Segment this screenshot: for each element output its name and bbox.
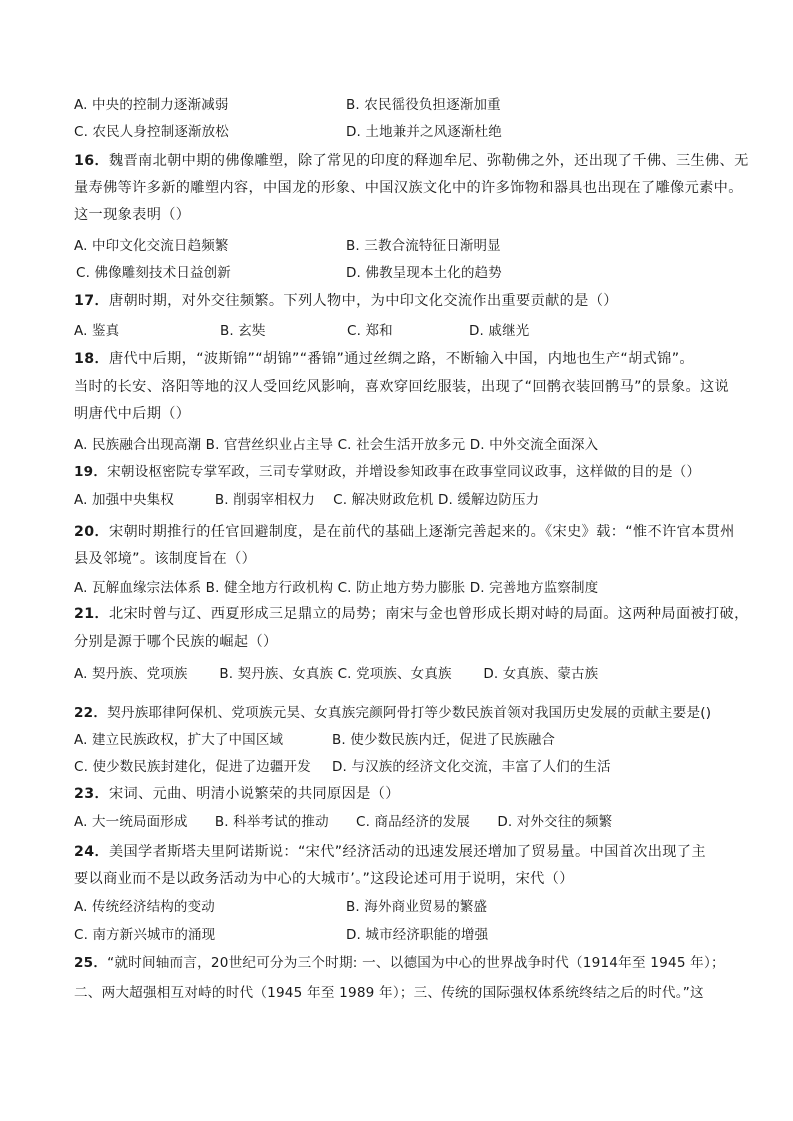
q20-stem-line1: 20．宋朝时期推行的任官回避制度，是在前代的基础上逐渐完善起来的。《宋史》载：“惟不许官本贯州 — [74, 524, 735, 540]
q24-option-b: B. 海外商业贸易的繁盛 — [346, 899, 488, 915]
q24-number: 24． — [74, 844, 109, 860]
q17-number: 17． — [74, 293, 109, 309]
q15-option-b: B. 农民徭役负担逐渐加重 — [346, 97, 501, 113]
q17-option-c: C. 郑和 — [347, 323, 393, 339]
q24-option-a: A. 传统经济结构的变动 — [74, 899, 215, 915]
q21-stem-line1: 21．北宋时曾与辽、西夏形成三足鼎立的局势；南宋与金也曾形成长期对峙的局面。这两种局面被打破， — [74, 606, 749, 622]
q18-stem-line3: 明唐代中后期（） — [74, 406, 191, 422]
q15-option-a: A. 中央的控制力逐渐减弱 — [74, 97, 229, 113]
q23-number: 23． — [74, 786, 109, 802]
q18-stem-line2: 当时的长安、洛阳等地的汉人受回纥风影响，喜欢穿回纥服装，出现了“回鹘衣装回鹘马”的景象。这说 — [74, 379, 730, 395]
q16-number: 16． — [74, 153, 109, 169]
q25-number: 25． — [74, 955, 108, 971]
q20-options: A. 瓦解血缘宗法体系 B. 健全地方行政机构 C. 防止地方势力膨胀 D. 完善地方监察制度 — [74, 580, 599, 596]
q18-number: 18． — [74, 351, 109, 367]
q24-option-d: D. 城市经济职能的增强 — [346, 927, 489, 943]
q18-stem-line1: 18．唐代中后期，“波斯锦”“胡锦”“番锦”通过丝绸之路，不断输入中国，内地也生产“胡式锦”。 — [74, 351, 694, 367]
q15-option-d: D. 土地兼并之风逐渐杜绝 — [346, 124, 502, 140]
q16-stem-line3: 这一现象表明（） — [74, 207, 191, 223]
q22-option-b: B. 使少数民族内迁，促进了民族融合 — [332, 732, 556, 748]
q16-option-d: D. 佛教呈现本土化的趋势 — [346, 265, 502, 281]
q17-option-a: A. 鉴真 — [74, 323, 120, 339]
q16-stem-line2: 量寿佛等许多新的雕塑内容，中国龙的形象、中国汉族文化中的许多饰物和器具也出现在了雕像元素中。 — [74, 180, 743, 196]
q22-option-d: D. 与汉族的经济文化交流，丰富了人们的生活 — [332, 759, 611, 775]
q23-options: A. 大一统局面形成 B. 科举考试的推动 C. 商品经济的发展 D. 对外交往的频繁 — [74, 814, 613, 830]
q17-option-b: B. 玄奘 — [220, 323, 266, 339]
q24-option-c: C. 南方新兴城市的涌现 — [74, 927, 216, 943]
q18-options: A. 民族融合出现高潮 B. 官营丝织业占主导 C. 社会生活开放多元 D. 中外交流全面深入 — [74, 437, 599, 453]
q16-stem-line1: 16．魏晋南北朝中期的佛像雕塑，除了常见的印度的释迦牟尼、弥勒佛之外，还出现了千佛、三生佛、无 — [74, 153, 749, 169]
q22-number: 22． — [74, 705, 108, 721]
q19-number: 19． — [74, 464, 108, 480]
q21-options: A. 契丹族、党项族 B. 契丹族、女真族 C. 党项族、女真族 D. 女真族、蒙古族 — [74, 666, 599, 682]
q19-stem: 19．宋朝设枢密院专掌军政，三司专掌财政，并增设参知政事在政事堂同议政事，这样做的目的是（） — [74, 464, 701, 480]
q20-number: 20． — [74, 524, 109, 540]
q21-stem-line2: 分别是源于哪个民族的崛起（） — [74, 634, 278, 650]
q22-stem: 22．契丹族耶律阿保机、党项族元昊、女真族完颜阿骨打等少数民族首领对我国历史发展的贡献主要是() — [74, 705, 712, 721]
q22-option-a: A. 建立民族政权，扩大了中国区域 — [74, 732, 284, 748]
q22-option-c: C. 使少数民族封建化，促进了边疆开发 — [74, 759, 311, 775]
q25-stem-line2: 二、两大超强相互对峙的时代（1945 年至 1989 年）；三、传统的国际强权体系统终结之后的时代。”这 — [74, 985, 704, 1001]
q21-number: 21． — [74, 606, 109, 622]
q25-stem-line1: 25．“就时间轴而言，20世纪可分为三个时期: 一、以德国为中心的世界战争时代（1914年至 1945 年）； — [74, 955, 725, 971]
q24-stem-line1: 24．美国学者斯塔夫里阿诺斯说：“宋代”经济活动的迅速发展还增加了贸易量。中国首次出现了主 — [74, 844, 706, 860]
q23-stem: 23．宋词、元曲、明清小说繁荣的共同原因是（） — [74, 786, 400, 802]
q20-stem-line2: 县及邻境”。该制度旨在（） — [74, 551, 257, 567]
q24-stem-line2: 要以商业而不是以政务活动为中心的大城市’。”这段论述可用于说明，宋代（） — [74, 871, 574, 887]
q15-option-c: C. 农民人身控制逐渐放松 — [74, 124, 229, 140]
q16-option-b: B. 三教合流特征日渐明显 — [346, 238, 501, 254]
q19-options: A. 加强中央集权 B. 削弱宰相权力 C. 解决财政危机 D. 缓解边防压力 — [74, 492, 540, 508]
q17-stem: 17．唐朝时期，对外交往频繁。下列人物中，为中印文化交流作出重要贡献的是（） — [74, 293, 618, 309]
q16-option-c: C. 佛像雕刻技术日益创新 — [76, 265, 231, 281]
q17-option-d: D. 戚继光 — [469, 323, 530, 339]
q16-option-a: A. 中印文化交流日趋频繁 — [74, 238, 229, 254]
